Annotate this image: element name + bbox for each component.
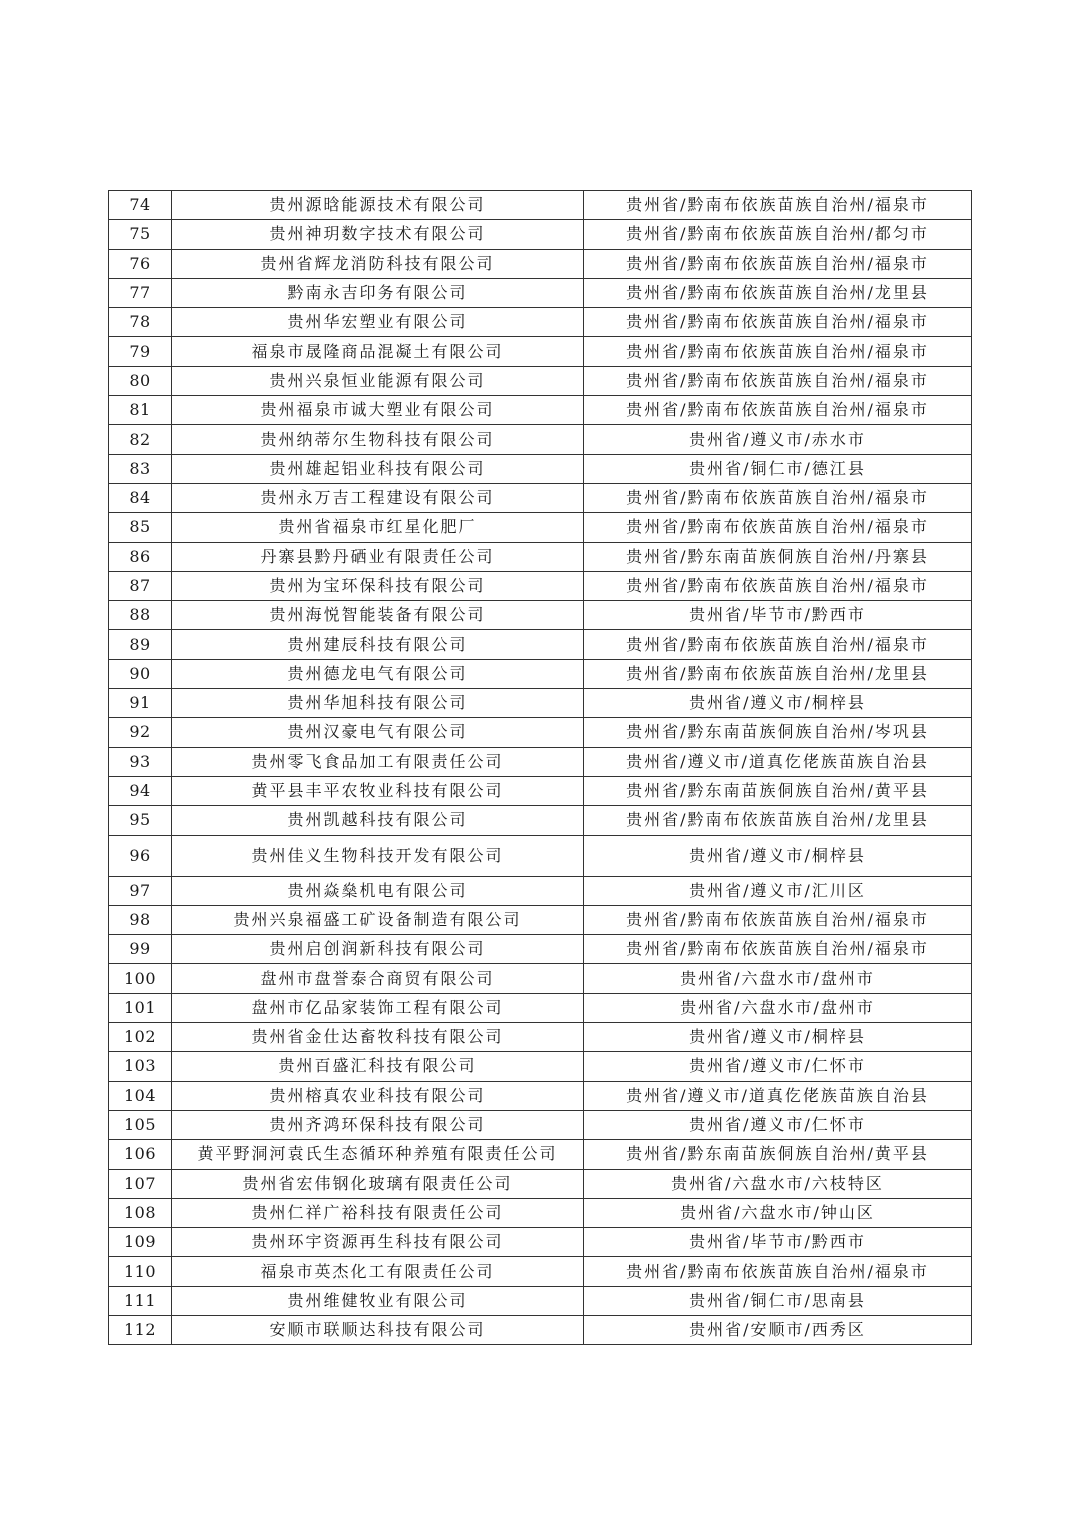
row-number: 77 [109,278,172,307]
company-name: 贵州汉豪电气有限公司 [172,718,584,747]
company-location: 贵州省/六盘水市/六枝特区 [584,1169,972,1198]
company-location: 贵州省/黔南布依族苗族自治州/都匀市 [584,220,972,249]
row-number: 85 [109,513,172,542]
company-name: 贵州华旭科技有限公司 [172,689,584,718]
table-row [109,964,972,993]
company-location: 贵州省/遵义市/仁怀市 [584,1052,972,1081]
company-location: 贵州省/黔南布依族苗族自治州/福泉市 [584,366,972,395]
company-location: 贵州省/黔南布依族苗族自治州/龙里县 [584,278,972,307]
company-location: 贵州省/黔南布依族苗族自治州/福泉市 [584,308,972,337]
company-location: 贵州省/黔南布依族苗族自治州/龙里县 [584,659,972,688]
table-row [109,278,972,307]
table-row [109,1286,972,1315]
company-name: 安顺市联顺达科技有限公司 [172,1315,584,1344]
row-number: 108 [109,1198,172,1227]
company-name: 贵州源晗能源技术有限公司 [172,191,584,220]
table-row [109,689,972,718]
table-row [109,1315,972,1344]
row-number: 104 [109,1081,172,1110]
row-number: 74 [109,191,172,220]
company-name: 黔南永吉印务有限公司 [172,278,584,307]
company-name: 贵州为宝环保科技有限公司 [172,571,584,600]
table-row [109,571,972,600]
row-number: 98 [109,905,172,934]
company-name: 贵州榕真农业科技有限公司 [172,1081,584,1110]
row-number: 110 [109,1257,172,1286]
table-row [109,308,972,337]
company-location: 贵州省/六盘水市/盘州市 [584,964,972,993]
company-location: 贵州省/遵义市/仁怀市 [584,1110,972,1139]
row-number: 76 [109,249,172,278]
company-name: 贵州建辰科技有限公司 [172,630,584,659]
table-row [109,876,972,905]
company-name: 贵州福泉市诚大塑业有限公司 [172,396,584,425]
company-location: 贵州省/黔南布依族苗族自治州/福泉市 [584,905,972,934]
row-number: 102 [109,1023,172,1052]
table-row [109,718,972,747]
company-location: 贵州省/毕节市/黔西市 [584,1228,972,1257]
company-name: 黄平野洞河袁氏生态循环种养殖有限责任公司 [172,1140,584,1169]
table-row [109,1023,972,1052]
table-row [109,396,972,425]
company-location: 贵州省/遵义市/桐梓县 [584,689,972,718]
table-row [109,630,972,659]
company-location: 贵州省/黔东南苗族侗族自治州/岑巩县 [584,718,972,747]
company-location: 贵州省/安顺市/西秀区 [584,1315,972,1344]
company-name: 贵州凯越科技有限公司 [172,806,584,835]
row-number: 91 [109,689,172,718]
row-number: 89 [109,630,172,659]
row-number: 95 [109,806,172,835]
row-number: 79 [109,337,172,366]
company-location: 贵州省/铜仁市/思南县 [584,1286,972,1315]
company-location: 贵州省/遵义市/汇川区 [584,876,972,905]
row-number: 106 [109,1140,172,1169]
company-name: 贵州焱燊机电有限公司 [172,876,584,905]
company-name: 贵州雄起铝业科技有限公司 [172,454,584,483]
company-location: 贵州省/黔南布依族苗族自治州/福泉市 [584,1257,972,1286]
table-row [109,1257,972,1286]
company-name: 贵州齐鸿环保科技有限公司 [172,1110,584,1139]
table-row [109,366,972,395]
table-row [109,249,972,278]
company-name: 贵州启创润新科技有限公司 [172,935,584,964]
company-name: 贵州省宏伟钢化玻璃有限责任公司 [172,1169,584,1198]
table-row [109,776,972,805]
company-location: 贵州省/黔南布依族苗族自治州/龙里县 [584,806,972,835]
company-name: 贵州仁祥广裕科技有限责任公司 [172,1198,584,1227]
row-number: 90 [109,659,172,688]
row-number: 80 [109,366,172,395]
company-name: 贵州零飞食品加工有限责任公司 [172,747,584,776]
table-row [109,1169,972,1198]
row-number: 112 [109,1315,172,1344]
company-name: 丹寨县黔丹硒业有限责任公司 [172,542,584,571]
table-row [109,1228,972,1257]
company-name: 福泉市英杰化工有限责任公司 [172,1257,584,1286]
company-name: 贵州百盛汇科技有限公司 [172,1052,584,1081]
table-row [109,659,972,688]
company-location: 贵州省/黔东南苗族侗族自治州/黄平县 [584,1140,972,1169]
company-name: 贵州德龙电气有限公司 [172,659,584,688]
company-name: 贵州华宏塑业有限公司 [172,308,584,337]
table-row [109,1081,972,1110]
table-row [109,806,972,835]
company-name: 贵州纳蒂尔生物科技有限公司 [172,425,584,454]
row-number: 83 [109,454,172,483]
company-location: 贵州省/毕节市/黔西市 [584,601,972,630]
company-location: 贵州省/遵义市/赤水市 [584,425,972,454]
table-row [109,542,972,571]
table-row [109,1140,972,1169]
company-location: 贵州省/黔南布依族苗族自治州/福泉市 [584,630,972,659]
company-location: 贵州省/六盘水市/盘州市 [584,993,972,1022]
company-location: 贵州省/黔南布依族苗族自治州/福泉市 [584,396,972,425]
company-location: 贵州省/遵义市/桐梓县 [584,835,972,876]
company-location: 贵州省/黔南布依族苗族自治州/福泉市 [584,337,972,366]
company-location: 贵州省/黔南布依族苗族自治州/福泉市 [584,571,972,600]
company-name: 贵州环宇资源再生科技有限公司 [172,1228,584,1257]
company-location: 贵州省/遵义市/道真仡佬族苗族自治县 [584,1081,972,1110]
row-number: 96 [109,835,172,876]
company-name: 福泉市晟隆商品混凝土有限公司 [172,337,584,366]
company-location: 贵州省/黔南布依族苗族自治州/福泉市 [584,935,972,964]
company-location: 贵州省/黔东南苗族侗族自治州/丹寨县 [584,542,972,571]
table-body [109,191,972,1345]
company-location: 贵州省/六盘水市/钟山区 [584,1198,972,1227]
company-name: 贵州佳义生物科技开发有限公司 [172,835,584,876]
row-number: 86 [109,542,172,571]
company-location: 贵州省/黔南布依族苗族自治州/福泉市 [584,513,972,542]
company-name: 盘州市亿品家装饰工程有限公司 [172,993,584,1022]
company-name: 盘州市盘誉泰合商贸有限公司 [172,964,584,993]
row-number: 105 [109,1110,172,1139]
table-row [109,905,972,934]
row-number: 109 [109,1228,172,1257]
table-row [109,601,972,630]
company-location: 贵州省/黔东南苗族侗族自治州/黄平县 [584,776,972,805]
company-name: 贵州兴泉恒业能源有限公司 [172,366,584,395]
company-name: 贵州省辉龙消防科技有限公司 [172,249,584,278]
company-location: 贵州省/铜仁市/德江县 [584,454,972,483]
row-number: 84 [109,483,172,512]
company-name: 贵州神玥数字技术有限公司 [172,220,584,249]
company-name: 贵州省福泉市红星化肥厂 [172,513,584,542]
table-row [109,513,972,542]
row-number: 82 [109,425,172,454]
company-location: 贵州省/遵义市/道真仡佬族苗族自治县 [584,747,972,776]
table-row [109,220,972,249]
table-row [109,1198,972,1227]
company-location: 贵州省/黔南布依族苗族自治州/福泉市 [584,483,972,512]
row-number: 81 [109,396,172,425]
row-number: 99 [109,935,172,964]
row-number: 78 [109,308,172,337]
row-number: 103 [109,1052,172,1081]
company-location: 贵州省/遵义市/桐梓县 [584,1023,972,1052]
row-number: 93 [109,747,172,776]
row-number: 92 [109,718,172,747]
company-name: 贵州省金仕达畜牧科技有限公司 [172,1023,584,1052]
company-name: 黄平县丰平农牧业科技有限公司 [172,776,584,805]
company-name: 贵州永万吉工程建设有限公司 [172,483,584,512]
company-name: 贵州兴泉福盛工矿设备制造有限公司 [172,905,584,934]
company-location: 贵州省/黔南布依族苗族自治州/福泉市 [584,191,972,220]
row-number: 97 [109,876,172,905]
table-row [109,483,972,512]
table-row [109,425,972,454]
row-number: 88 [109,601,172,630]
table-row [109,993,972,1022]
table-row [109,454,972,483]
table-row [109,747,972,776]
table-row [109,1052,972,1081]
row-number: 100 [109,964,172,993]
table-row [109,191,972,220]
table-row [109,1110,972,1139]
row-number: 107 [109,1169,172,1198]
row-number: 101 [109,993,172,1022]
table-row [109,337,972,366]
row-number: 87 [109,571,172,600]
row-number: 75 [109,220,172,249]
company-list-table [108,190,972,1345]
row-number: 94 [109,776,172,805]
company-name: 贵州维健牧业有限公司 [172,1286,584,1315]
company-location: 贵州省/黔南布依族苗族自治州/福泉市 [584,249,972,278]
row-number: 111 [109,1286,172,1315]
company-name: 贵州海悦智能装备有限公司 [172,601,584,630]
table-row [109,935,972,964]
table-row [109,835,972,876]
